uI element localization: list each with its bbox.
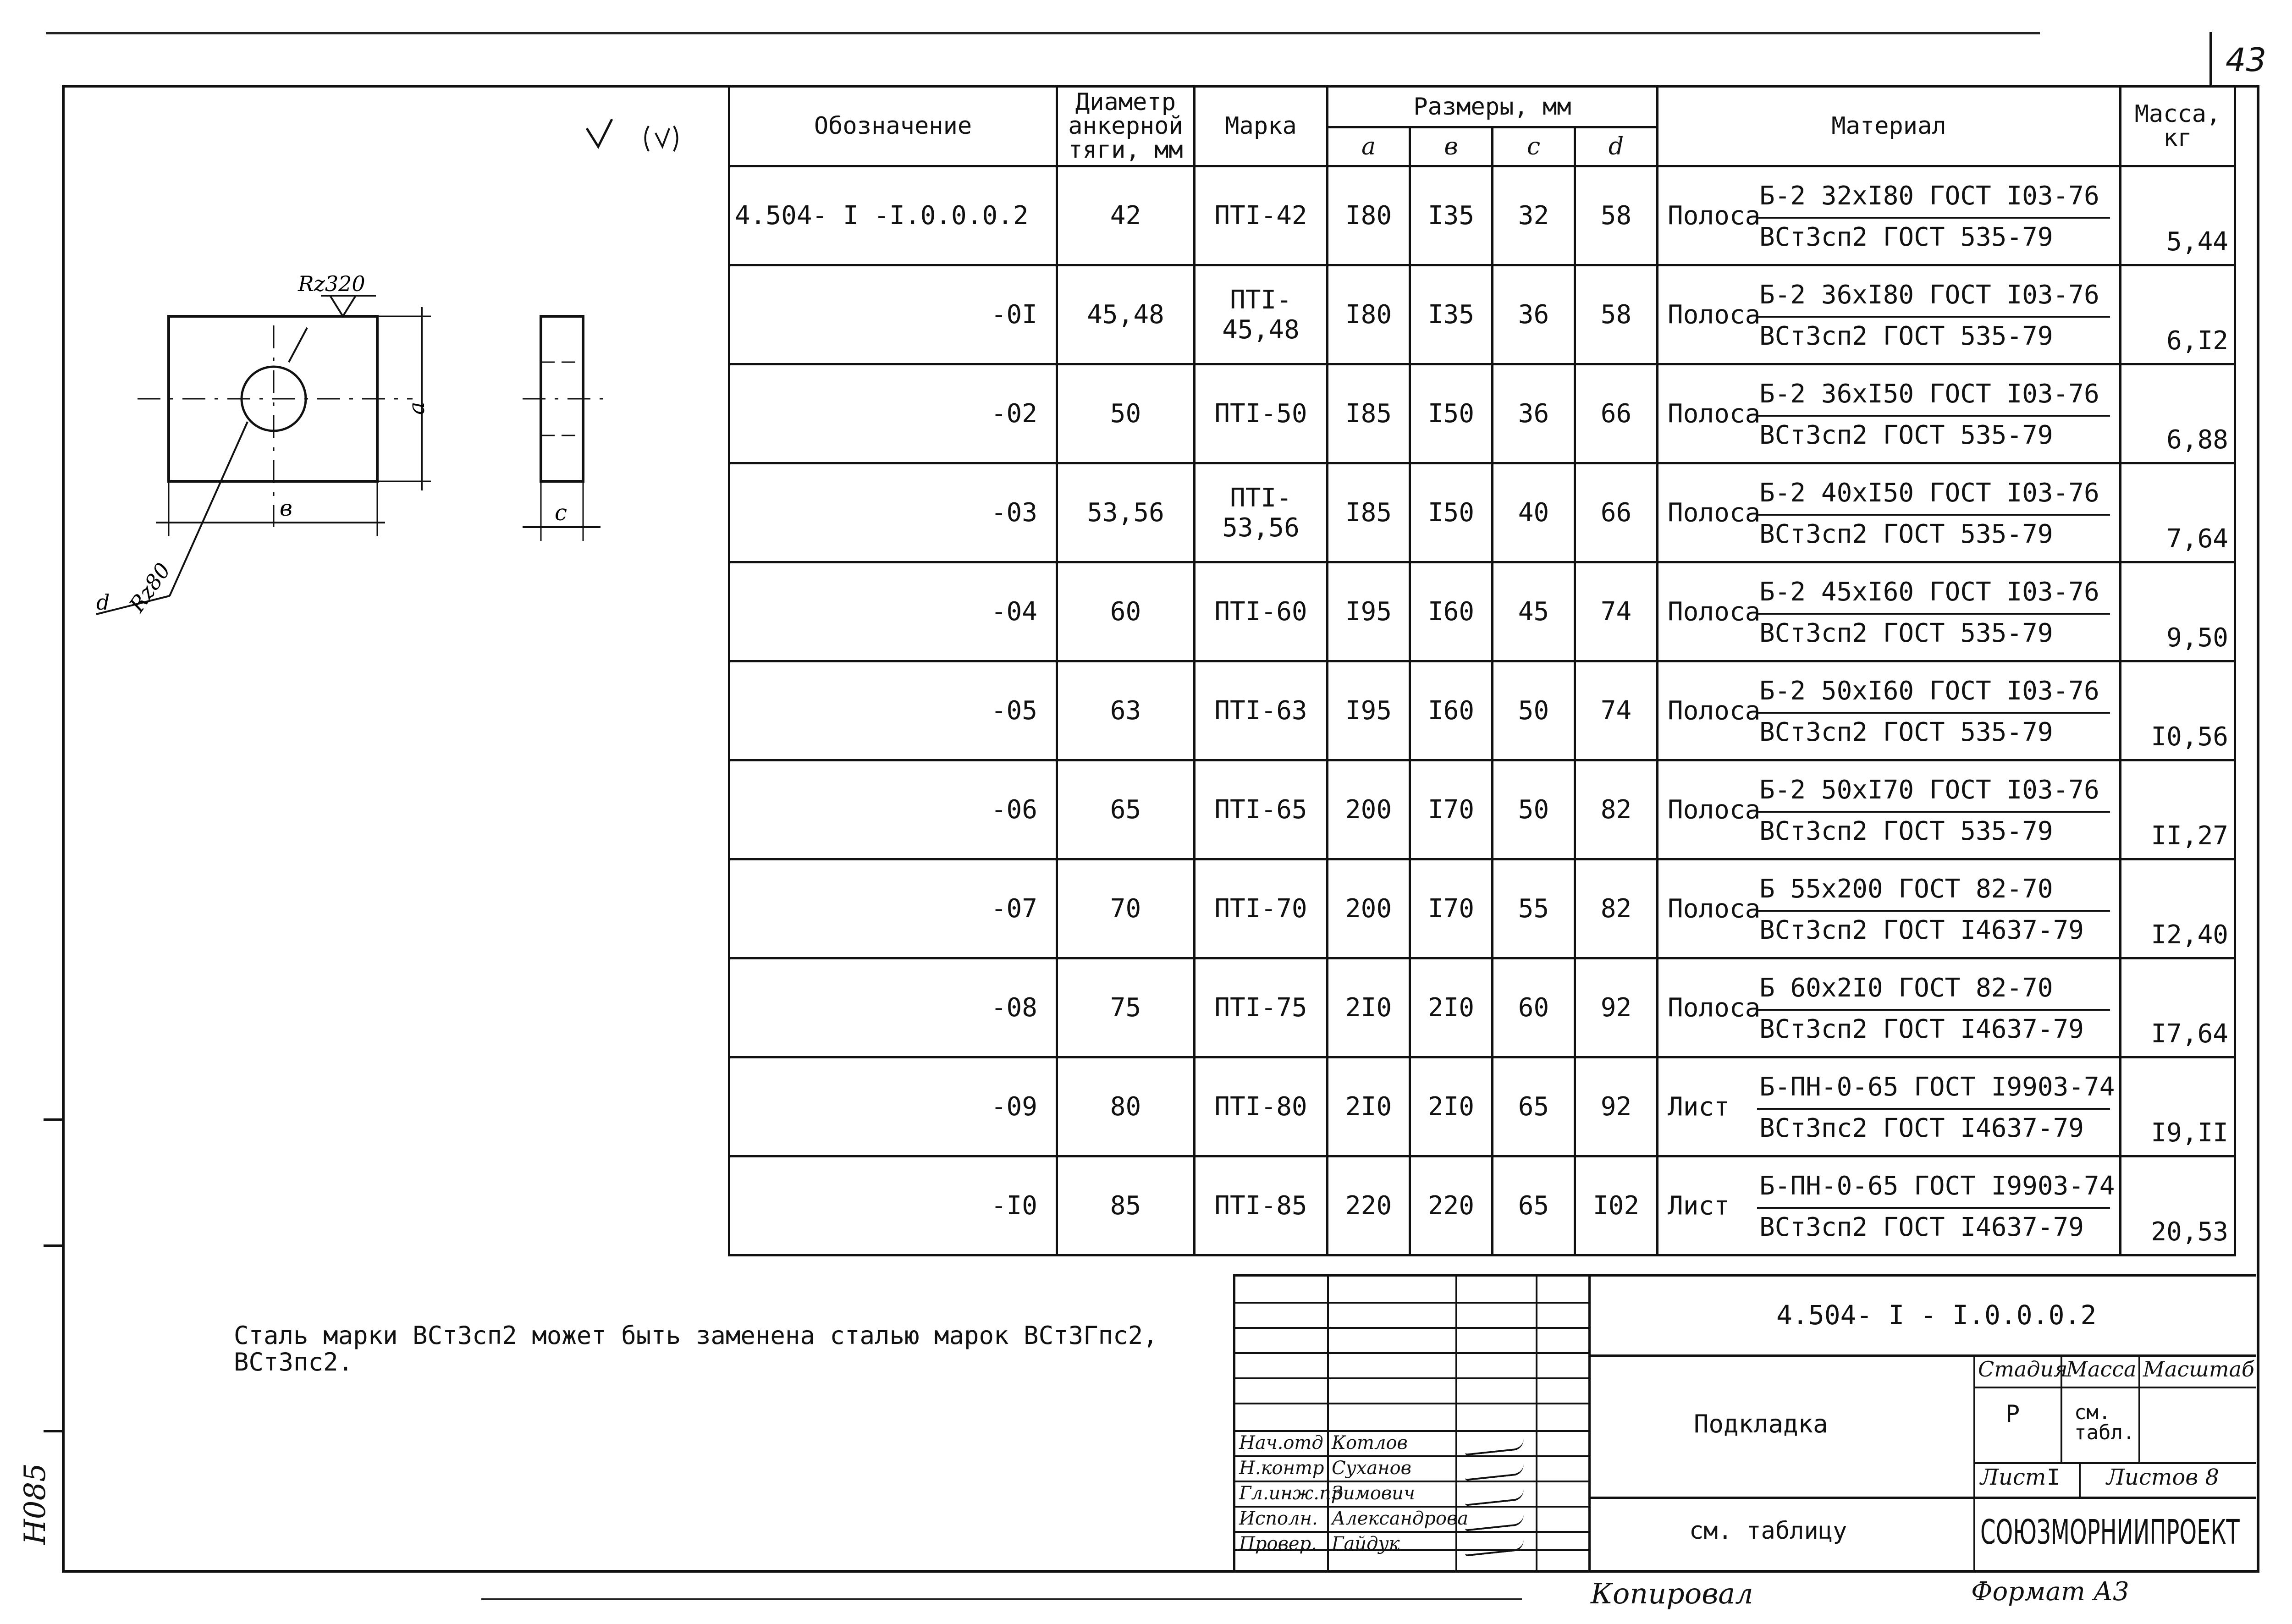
- cell-designation: -09: [729, 1057, 1057, 1156]
- material-mat-bottom: ВСт3сп2 ГОСТ 535-79: [1759, 321, 2053, 351]
- signature: [1464, 1514, 1525, 1531]
- material-kind: Полоса: [1668, 894, 1761, 924]
- cell-mass: I0,56: [2121, 661, 2235, 760]
- material-mat-bottom: ВСт3сп2 ГОСТ I4637-79: [1759, 1212, 2084, 1242]
- roughness-top-label: Rz320: [298, 271, 365, 296]
- cell-b: I70: [1410, 859, 1493, 958]
- table-row: [729, 562, 2235, 661]
- cell-material: [1658, 760, 2121, 859]
- cell-c: 65: [1493, 1156, 1575, 1255]
- inventory-number: Н085: [18, 1463, 52, 1545]
- fraction-bar: [1757, 1009, 2110, 1011]
- cell-b: I60: [1410, 562, 1493, 661]
- cell-b: 2I0: [1410, 1057, 1493, 1156]
- cell-d: 58: [1575, 166, 1658, 265]
- cell-c: 60: [1493, 958, 1575, 1057]
- cell-c: 50: [1493, 661, 1575, 760]
- cell-d: 82: [1575, 859, 1658, 958]
- col-material: Материал: [1658, 86, 2121, 166]
- table-row: [729, 265, 2235, 364]
- role-name: Суханов: [1332, 1458, 1411, 1479]
- role-title: Н.контр: [1239, 1458, 1324, 1479]
- dimension-c-label: c: [555, 500, 567, 526]
- material-mat-top: Б-2 50хI60 ГОСТ I03-76: [1759, 676, 2099, 706]
- cell-c: 36: [1493, 265, 1575, 364]
- cell-designation: -I0: [729, 1156, 1057, 1255]
- table-row: [729, 364, 2235, 463]
- material-mat-bottom: ВСт3пс2 ГОСТ I4637-79: [1759, 1113, 2084, 1143]
- fraction-bar: [1757, 613, 2110, 615]
- cell-mark: ПТI-65: [1195, 760, 1328, 859]
- cell-material: [1658, 562, 2121, 661]
- cell-d: 92: [1575, 1057, 1658, 1156]
- material-mat-bottom: ВСт3сп2 ГОСТ 535-79: [1759, 222, 2053, 252]
- cell-a: I95: [1328, 562, 1410, 661]
- col-dimensions: Размеры, мм: [1328, 86, 1658, 127]
- material-mat-bottom: ВСт3сп2 ГОСТ 535-79: [1759, 420, 2053, 450]
- margin-tick: [44, 1244, 62, 1247]
- table-row: [729, 760, 2235, 859]
- material-mat-bottom: ВСт3сп2 ГОСТ 535-79: [1759, 816, 2053, 846]
- cell-material: [1658, 958, 2121, 1057]
- table-row: [729, 661, 2235, 760]
- cell-diameter: 65: [1057, 760, 1195, 859]
- material-mat-bottom: ВСт3сп2 ГОСТ I4637-79: [1759, 1014, 2084, 1044]
- cell-mass: I7,64: [2121, 958, 2235, 1057]
- cell-designation: 4.504- I -I.0.0.0.2: [729, 166, 1057, 265]
- cell-d: 66: [1575, 364, 1658, 463]
- cell-c: 55: [1493, 859, 1575, 958]
- material-kind: Полоса: [1668, 498, 1761, 528]
- fraction-bar: [1757, 712, 2110, 714]
- col-mark: Марка: [1195, 86, 1328, 166]
- cell-diameter: 85: [1057, 1156, 1195, 1255]
- material-mat-bottom: ВСт3сп2 ГОСТ I4637-79: [1759, 915, 2084, 945]
- cell-diameter: 42: [1057, 166, 1195, 265]
- cell-c: 50: [1493, 760, 1575, 859]
- material-mat-top: Б-2 40хI50 ГОСТ I03-76: [1759, 478, 2099, 508]
- cell-b: I35: [1410, 265, 1493, 364]
- material-kind: Лист: [1668, 1191, 1730, 1221]
- cell-d: 92: [1575, 958, 1658, 1057]
- material-kind: Лист: [1668, 1092, 1730, 1122]
- cell-material: [1658, 265, 2121, 364]
- cell-a: I85: [1328, 364, 1410, 463]
- cell-designation: -03: [729, 463, 1057, 562]
- cell-designation: -05: [729, 661, 1057, 760]
- col-dim-c: c: [1493, 127, 1575, 166]
- fraction-bar: [1757, 217, 2110, 219]
- doc-code: 4.504- I - I.0.0.0.2: [1776, 1299, 2097, 1331]
- cell-material: [1658, 859, 2121, 958]
- role-name: Александрова: [1332, 1508, 1469, 1529]
- part-drawing: [64, 87, 724, 665]
- role-name: Гайдук: [1332, 1533, 1400, 1554]
- stage-value: Р: [2006, 1400, 2020, 1428]
- fraction-bar: [1757, 811, 2110, 813]
- sheet-number: 43: [2226, 41, 2267, 79]
- material-mat-bottom: ВСт3сп2 ГОСТ 535-79: [1759, 519, 2053, 549]
- cell-mass: 5,44: [2121, 166, 2235, 265]
- cell-designation: -08: [729, 958, 1057, 1057]
- cell-c: 65: [1493, 1057, 1575, 1156]
- roughness-symbol-icon: [645, 126, 678, 151]
- role-title: Гл.инж.пр: [1239, 1483, 1343, 1504]
- material-kind: Полоса: [1668, 795, 1761, 825]
- cell-material: [1658, 1156, 2121, 1255]
- cell-mass: 20,53: [2121, 1156, 2235, 1255]
- table-row: [729, 859, 2235, 958]
- role-title: Нач.отд: [1239, 1432, 1323, 1453]
- steel-note: [234, 1322, 1158, 1376]
- cell-c: 36: [1493, 364, 1575, 463]
- dimension-b-label: в: [280, 495, 292, 521]
- cell-d: 74: [1575, 661, 1658, 760]
- material-kind: Полоса: [1668, 201, 1761, 231]
- cell-diameter: 70: [1057, 859, 1195, 958]
- roughness-hole-label: Rz80: [124, 558, 176, 617]
- material-mat-top: Б-2 36хI50 ГОСТ I03-76: [1759, 379, 2099, 409]
- cell-mass: I2,40: [2121, 859, 2235, 958]
- material-mat-top: Б-2 36хI80 ГОСТ I03-76: [1759, 280, 2099, 310]
- cell-designation: -07: [729, 859, 1057, 958]
- cell-b: 220: [1410, 1156, 1493, 1255]
- cell-mark: ПТI-63: [1195, 661, 1328, 760]
- mass-label: Масса: [2066, 1357, 2137, 1382]
- cell-diameter: 45,48: [1057, 265, 1195, 364]
- cell-diameter: 80: [1057, 1057, 1195, 1156]
- sheet-label: Лист: [1980, 1464, 2046, 1490]
- cell-b: I35: [1410, 166, 1493, 265]
- cell-material: [1658, 1057, 2121, 1156]
- cell-material: [1658, 364, 2121, 463]
- scale-label: Масштаб: [2143, 1357, 2254, 1382]
- stage-label: Стадия: [1978, 1357, 2068, 1382]
- cell-b: I50: [1410, 364, 1493, 463]
- cell-a: 2I0: [1328, 958, 1410, 1057]
- material-ref: см. таблицу: [1689, 1517, 1847, 1545]
- dimension-d-label: d: [96, 590, 110, 615]
- col-diameter: Диаметр анкерной тяги, мм: [1057, 86, 1195, 166]
- signature: [1464, 1464, 1525, 1481]
- mass-value: см. табл.: [2074, 1401, 2135, 1444]
- cell-a: 200: [1328, 859, 1410, 958]
- cell-mark: ПТI-60: [1195, 562, 1328, 661]
- cell-b: I60: [1410, 661, 1493, 760]
- cell-mark: ПТI-50: [1195, 364, 1328, 463]
- cell-mark: ПТI-75: [1195, 958, 1328, 1057]
- col-dim-b: в: [1410, 127, 1493, 166]
- cell-c: 40: [1493, 463, 1575, 562]
- signature: [1464, 1489, 1525, 1506]
- steel-note-line1: Сталь марки ВСт3сп2 может быть заменена сталью марок ВСт3Гпс2,: [234, 1321, 1158, 1350]
- cell-mark: ПТI-70: [1195, 859, 1328, 958]
- signature: [1464, 1539, 1525, 1556]
- material-kind: Полоса: [1668, 399, 1761, 429]
- material-kind: Полоса: [1668, 300, 1761, 330]
- material-mat-bottom: ВСт3сп2 ГОСТ 535-79: [1759, 618, 2053, 648]
- cell-diameter: 75: [1057, 958, 1195, 1057]
- cell-a: 2I0: [1328, 1057, 1410, 1156]
- cell-c: 32: [1493, 166, 1575, 265]
- signature: [1464, 1438, 1525, 1455]
- cell-d: I02: [1575, 1156, 1658, 1255]
- cell-diameter: 53,56: [1057, 463, 1195, 562]
- col-designation: Обозначение: [729, 86, 1057, 166]
- cell-mass: 6,I2: [2121, 265, 2235, 364]
- role-title: Провер.: [1239, 1533, 1317, 1554]
- top-rule: [46, 32, 2040, 34]
- material-mat-bottom: ВСт3сп2 ГОСТ 535-79: [1759, 717, 2053, 747]
- cell-mass: I9,II: [2121, 1057, 2235, 1156]
- steel-note-line2: ВСт3пс2.: [234, 1348, 353, 1376]
- fraction-bar: [1757, 1108, 2110, 1110]
- role-name: Зимович: [1332, 1483, 1415, 1504]
- cell-material: [1658, 166, 2121, 265]
- dimension-a-label: a: [404, 402, 430, 415]
- margin-tick: [44, 1118, 62, 1121]
- specification-table: [728, 85, 2236, 1256]
- cell-mass: 6,88: [2121, 364, 2235, 463]
- sheet-value: I: [2047, 1464, 2060, 1490]
- col-mass: Масса, кг: [2121, 86, 2235, 166]
- format-label: Формат А3: [1971, 1577, 2129, 1607]
- cell-a: 220: [1328, 1156, 1410, 1255]
- table-row: [729, 463, 2235, 562]
- material-mat-top: Б-ПН-0-65 ГОСТ I9903-74: [1759, 1072, 2115, 1102]
- cell-a: I95: [1328, 661, 1410, 760]
- footer-rule: [481, 1598, 1522, 1600]
- material-kind: Полоса: [1668, 993, 1761, 1023]
- organization: СОЮЗМОРНИИПРОЕКТ: [1980, 1513, 2240, 1552]
- cell-a: I80: [1328, 265, 1410, 364]
- cell-d: 82: [1575, 760, 1658, 859]
- cell-designation: -02: [729, 364, 1057, 463]
- material-mat-top: Б-2 50хI70 ГОСТ I03-76: [1759, 775, 2099, 805]
- roughness-mark-icon: [330, 296, 356, 316]
- fraction-bar: [1757, 1207, 2110, 1209]
- cell-material: [1658, 661, 2121, 760]
- cell-d: 66: [1575, 463, 1658, 562]
- cell-mark: ПТI-42: [1195, 166, 1328, 265]
- material-mat-top: Б 55х200 ГОСТ 82-70: [1759, 874, 2053, 904]
- sheet-number-box: [2209, 32, 2271, 85]
- material-mat-top: Б-ПН-0-65 ГОСТ I9903-74: [1759, 1171, 2115, 1201]
- part-name: Подкладка: [1694, 1409, 1828, 1438]
- material-mat-top: Б-2 32хI80 ГОСТ I03-76: [1759, 181, 2099, 211]
- table-row: [729, 958, 2235, 1057]
- table-row: [729, 166, 2235, 265]
- cell-designation: -06: [729, 760, 1057, 859]
- cell-diameter: 63: [1057, 661, 1195, 760]
- cell-a: I80: [1328, 166, 1410, 265]
- cell-a: 200: [1328, 760, 1410, 859]
- material-kind: Полоса: [1668, 597, 1761, 627]
- cell-designation: -0I: [729, 265, 1057, 364]
- table-row: [729, 1156, 2235, 1255]
- cell-d: 58: [1575, 265, 1658, 364]
- fraction-bar: [1757, 316, 2110, 318]
- cell-mark: ПТI-53,56: [1195, 463, 1328, 562]
- check-mark-icon: [587, 119, 612, 147]
- sheets-label: Листов 8: [2106, 1464, 2219, 1490]
- cell-mark: ПТI-85: [1195, 1156, 1328, 1255]
- role-title: Исполн.: [1239, 1508, 1318, 1529]
- fraction-bar: [1757, 910, 2110, 912]
- col-dim-d: d: [1575, 127, 1658, 166]
- col-dim-a: a: [1328, 127, 1410, 166]
- cell-c: 45: [1493, 562, 1575, 661]
- cell-mark: ПТI-45,48: [1195, 265, 1328, 364]
- fraction-bar: [1757, 415, 2110, 417]
- cell-mark: ПТI-80: [1195, 1057, 1328, 1156]
- cell-material: [1658, 463, 2121, 562]
- cell-mass: II,27: [2121, 760, 2235, 859]
- cell-b: I50: [1410, 463, 1493, 562]
- cell-d: 74: [1575, 562, 1658, 661]
- fraction-bar: [1757, 514, 2110, 516]
- cell-diameter: 60: [1057, 562, 1195, 661]
- cell-b: 2I0: [1410, 958, 1493, 1057]
- cell-diameter: 50: [1057, 364, 1195, 463]
- title-block: [1233, 1274, 2256, 1572]
- cell-mass: 9,50: [2121, 562, 2235, 661]
- role-name: Котлов: [1332, 1432, 1408, 1453]
- cell-designation: -04: [729, 562, 1057, 661]
- table-row: [729, 1057, 2235, 1156]
- copied-label: Копировал: [1591, 1577, 1753, 1610]
- material-kind: Полоса: [1668, 696, 1761, 726]
- margin-tick: [44, 1430, 62, 1432]
- cell-b: I70: [1410, 760, 1493, 859]
- cell-a: I85: [1328, 463, 1410, 562]
- material-mat-top: Б-2 45хI60 ГОСТ I03-76: [1759, 577, 2099, 607]
- cell-mass: 7,64: [2121, 463, 2235, 562]
- material-mat-top: Б 60х2I0 ГОСТ 82-70: [1759, 973, 2053, 1003]
